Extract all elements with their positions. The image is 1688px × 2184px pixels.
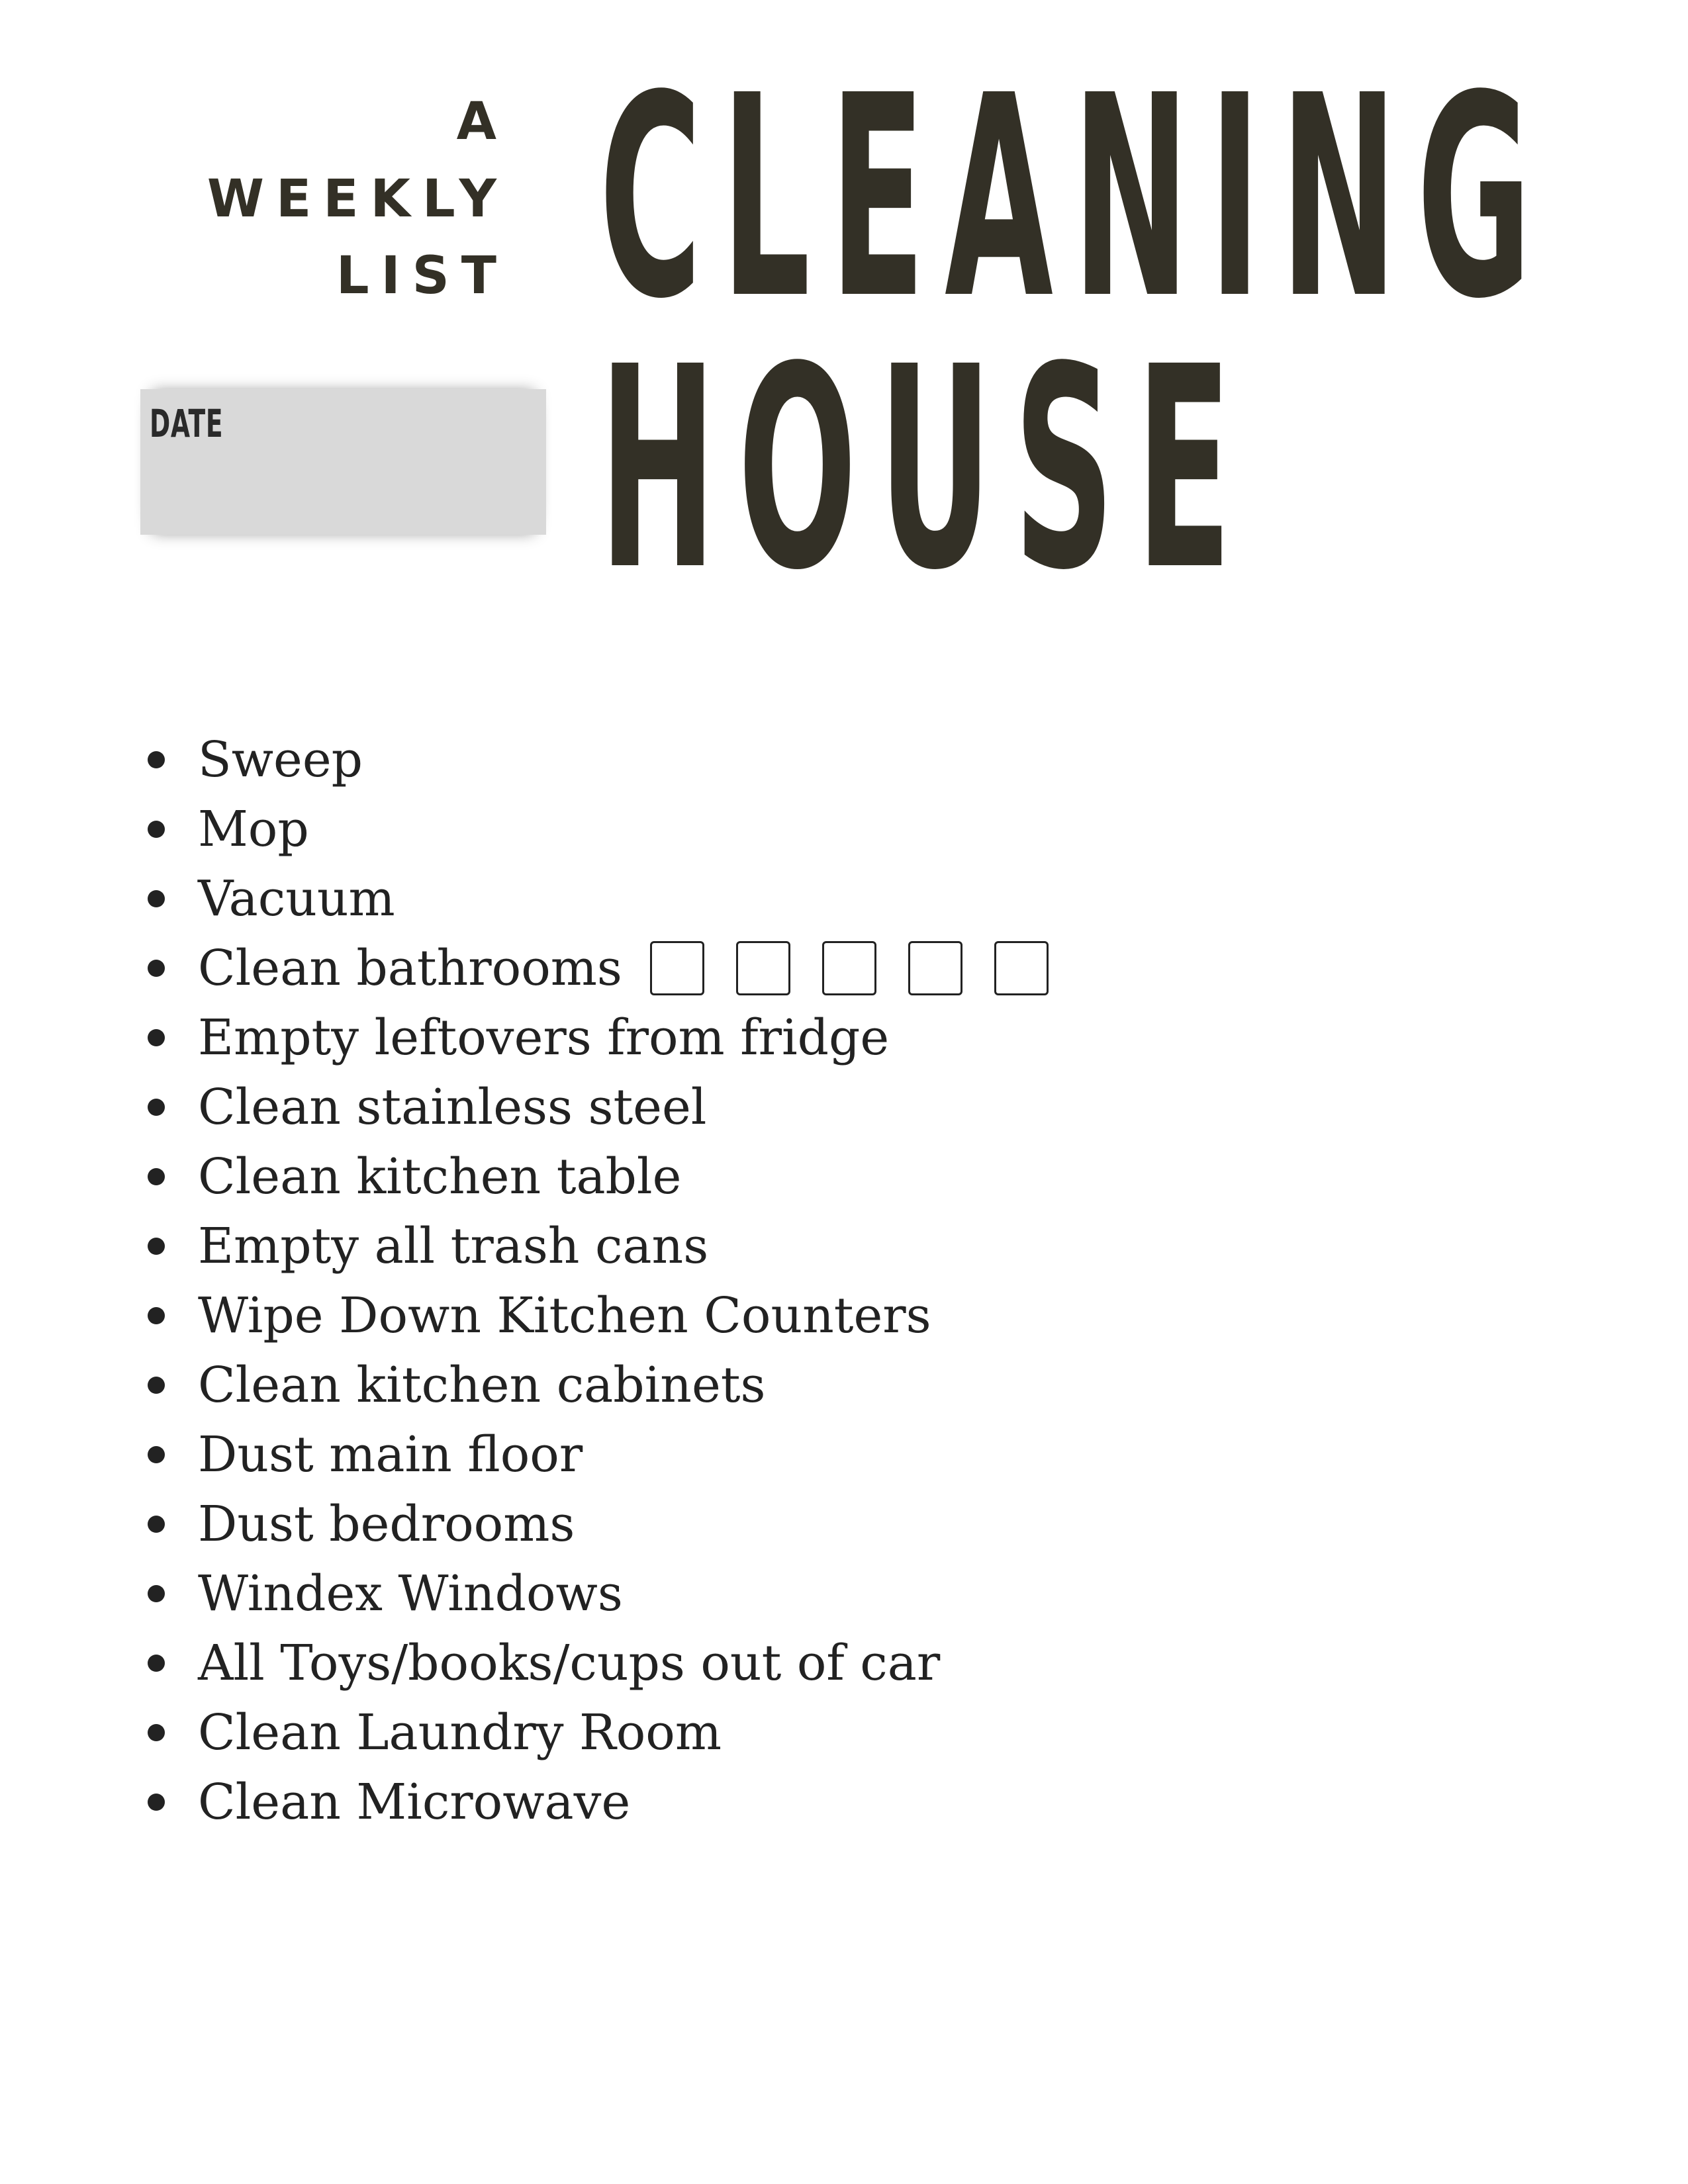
bullet-icon: [148, 1099, 165, 1116]
bullet-icon: [148, 1655, 165, 1672]
bullet-icon: [148, 751, 165, 768]
chore-label: Clean stainless steel: [198, 1078, 707, 1136]
list-item: [142, 1628, 1049, 1698]
chore-label: Empty leftovers from fridge: [198, 1009, 890, 1066]
title-house: HOUSE: [599, 308, 1254, 631]
checkbox-4[interactable]: [908, 941, 962, 995]
checkbox-5[interactable]: [994, 941, 1049, 995]
list-item: [142, 725, 1049, 794]
list-item: [142, 1211, 1049, 1281]
bullet-icon: [148, 890, 165, 907]
list-item: [142, 1072, 1049, 1142]
list-item: [142, 1281, 1049, 1350]
chore-label: Clean kitchen cabinets: [198, 1356, 766, 1414]
bullet-icon: [148, 1585, 165, 1602]
bullet-icon: [148, 1307, 165, 1324]
chore-label: Clean kitchen table: [198, 1148, 682, 1205]
date-field[interactable]: [140, 389, 546, 535]
bullet-icon: [148, 1794, 165, 1811]
bullet-icon: [148, 1029, 165, 1046]
bullet-icon: [148, 1516, 165, 1533]
checkbox-group: [650, 941, 1049, 995]
list-item: [142, 1767, 1049, 1837]
chore-list: [142, 725, 1049, 1837]
bullet-icon: [148, 1168, 165, 1185]
chore-label: Clean Laundry Room: [198, 1704, 722, 1761]
bullet-icon: [148, 1377, 165, 1394]
chore-label: Mop: [198, 800, 309, 858]
list-item: [142, 864, 1049, 933]
bullet-icon: [148, 1724, 165, 1741]
list-item: [142, 1003, 1049, 1072]
list-item: [142, 1698, 1049, 1767]
list-item: [142, 1420, 1049, 1489]
subtitle-weekly: WEEKLY: [207, 169, 508, 229]
checkbox-1[interactable]: [650, 941, 704, 995]
chore-label: Dust bedrooms: [198, 1495, 575, 1553]
checkbox-2[interactable]: [736, 941, 790, 995]
chore-label: Sweep: [198, 731, 363, 788]
subtitle-a: A: [456, 92, 508, 152]
list-item: [142, 1489, 1049, 1559]
list-item: [142, 1350, 1049, 1420]
date-label: DATE: [150, 401, 224, 446]
list-item: [142, 933, 1049, 1003]
list-item: [142, 1559, 1049, 1628]
checkbox-3[interactable]: [822, 941, 876, 995]
chore-label: Empty all trash cans: [198, 1217, 709, 1275]
bullet-icon: [148, 1446, 165, 1463]
subtitle-list: LIST: [336, 246, 508, 306]
chore-label: Clean Microwave: [198, 1773, 631, 1831]
title-cleaning: CLEANING: [599, 36, 1551, 360]
chore-label: Windex Windows: [198, 1565, 623, 1622]
list-item: [142, 794, 1049, 864]
chore-label: Wipe Down Kitchen Counters: [198, 1287, 931, 1344]
bullet-icon: [148, 821, 165, 838]
chore-label: Dust main floor: [198, 1426, 583, 1483]
bullet-icon: [148, 960, 165, 977]
chore-label: Clean bathrooms: [198, 939, 622, 997]
chore-label: All Toys/books/cups out of car: [198, 1634, 941, 1692]
bullet-icon: [148, 1238, 165, 1255]
list-item: [142, 1142, 1049, 1211]
chore-label: Vacuum: [198, 870, 395, 927]
